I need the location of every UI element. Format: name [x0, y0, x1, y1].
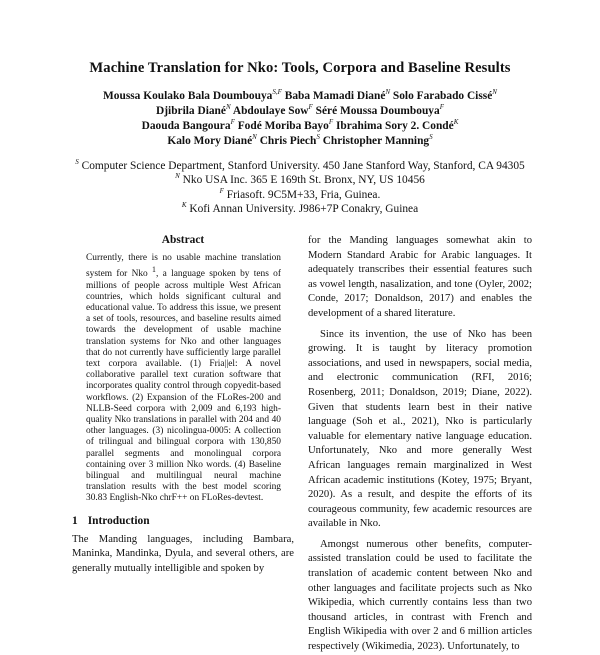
author-name: Djibrila Diané: [156, 104, 226, 117]
author-affil-mark: N: [252, 133, 257, 141]
affiliation-line: [0, 158, 600, 172]
affiliation-mark: F: [219, 187, 224, 195]
affiliation-mark: K: [181, 201, 187, 209]
author-affil-mark: S: [429, 133, 433, 141]
author-affil-mark: F: [328, 118, 334, 126]
author-line-4: [0, 133, 600, 147]
affiliation-mark: S: [75, 158, 79, 166]
author-line-1: [0, 88, 600, 102]
body-paragraph: Amongst numerous other benefits, computer-assisted translation could be used to facilitate the translation of academic content between Nko and other languages and facilitate projects such as Nko Wikipedia, which currently contains less than two thousand articles, in contrast with French and English Wikipedia with over 2 and 6 million articles respectively (Wikimedia, 2023). Unfortunately, to: [308, 538, 532, 653]
affiliation-line: [0, 172, 600, 186]
author-line-3: [0, 118, 600, 132]
section-title: Introduction: [87, 514, 150, 527]
paper-title: Machine Translation for Nko: Tools, Corpora and Baseline Results: [89, 60, 511, 76]
author-name: Fodé Moriba Bayo: [237, 119, 329, 132]
author-affil-mark: K: [453, 118, 459, 126]
author-name: Ibrahima Sory 2. Condé: [335, 119, 454, 132]
affiliation-text: Computer Science Department, Stanford University. 450 Jane Stanford Way, Stanford, CA 94305: [81, 159, 525, 172]
author-affil-mark: N: [385, 88, 391, 96]
author-affil-mark: N: [225, 103, 231, 111]
body-paragraph: for the Manding languages somewhat akin to Modern Standard Arabic for Arabic languages. It adequately transcribes their essential features such as vowel length, nasalization, and tone (Oyler, 2002; Conde, 2017; Donaldson, 2017) and enables the development of a shared literature.: [308, 235, 532, 319]
left-column: [72, 234, 294, 576]
abstract-body: Currently, there is no usable machine translation system for Nko $^1$, a language spoken by tens of millions of people across multiple West African countries, which holds significant cultural and educational value. To address this issue, we present a set of tools, resources, and baseline results aimed towards the development of usable machine translation systems for Nko and other languages that do not currently have sufficiently large parallel text corpora available. (1) Fria||el: A novel collaborative parallel text curation software that incorporates quality control through copyedit-based workflows. (2) Expansion of the FLoRes-200 and NLLB-Seed corpora with 2,009 and 6,193 high-quality Nko translations in parallel with 204 and 40 other languages. (3) nicolingua-0005: A collection of trilingual and bilingual corpora with 130,850 parallel segments and monolingual corpora containing over 3 million Nko words. (4) Baseline bilingual and multilingual neural machine translation results with the best model scoring 30.83 English-Nko chrF++ on FLoRes-devtest.: [86, 253, 281, 504]
author-name: Daouda Bangoura: [141, 119, 231, 132]
author-affil-mark: F: [439, 103, 444, 111]
affiliation-text: Nko USA Inc. 365 E 169th St. Bronx, NY, US 10456: [182, 173, 425, 186]
intro-paragraph: The Manding languages, including Bambara, Maninka, Mandinka, Dyula, and several others, are generally mutually intelligible and spoken by: [72, 533, 294, 574]
author-name: Abdoulaye Sow: [232, 104, 309, 117]
author-name: Christopher Manning: [322, 134, 430, 147]
author-name: Solo Farabado Cissé: [392, 89, 493, 102]
author-name: Kalo Mory Diané: [167, 134, 253, 147]
abstract-heading: Abstract: [161, 234, 205, 246]
author-affil-mark: N: [492, 88, 497, 96]
author-name: Baba Mamadi Diané: [284, 89, 386, 102]
footnote-mark: 1: [152, 265, 156, 275]
author-affil-mark: F: [230, 118, 235, 126]
author-name: Moussa Koulako Bala Doumbouya: [103, 89, 273, 102]
author-name: Chris Piech: [259, 134, 317, 147]
author-name: Séré Moussa Doumbouya: [315, 104, 440, 117]
body-paragraph: Since its invention, the use of Nko has been growing. It is taught by literacy promotion associations, and used in newspapers, social media, and electronic communication (RFI, 2016; Rosenberg, 2011; Donaldson, 2019; Diane, 2022). Given that students learn best in their native language (Soh et al., 2021), Nko is particularly valuable for elementary native language education. Unfortunately, Nko and more generally West African languages remain marginalized in West African academic institutions (Kotey, 1975; Bryant, 2020). As a result, and despite the efforts of its courageous community, few academic resources are available in Nko.: [308, 328, 532, 530]
affiliation-line: [0, 187, 600, 201]
author-line-2: [0, 103, 600, 117]
author-affil-mark: F: [308, 103, 313, 111]
affiliation-text: Friasoft. 9C5M+33, Fria, Guinea.: [226, 188, 381, 201]
affiliation-mark: N: [175, 172, 180, 180]
author-affil-mark: S: [316, 133, 320, 141]
right-column: [308, 234, 532, 655]
section-number: 1: [72, 514, 78, 527]
affiliation-line: [0, 201, 600, 215]
section-heading-introduction: [72, 515, 294, 527]
author-affil-mark: S,F: [272, 88, 282, 96]
affiliation-text: Kofi Annan University. J986+7P Conakry, Guinea: [189, 202, 419, 215]
